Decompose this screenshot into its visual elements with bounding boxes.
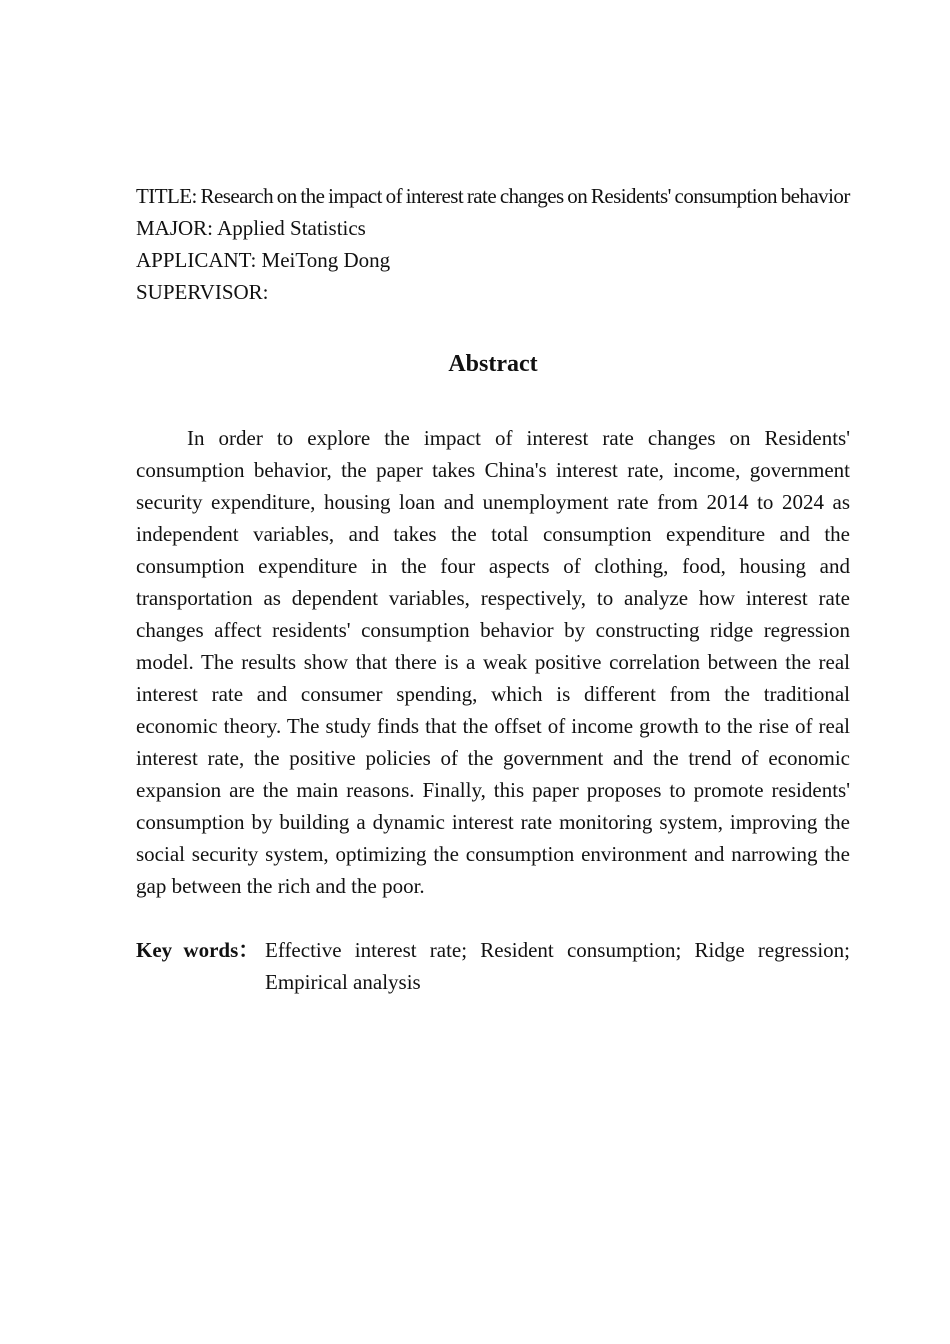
- thesis-metadata: [136, 180, 850, 308]
- abstract-heading: Abstract: [448, 351, 538, 377]
- keywords-label: Key words：: [136, 938, 260, 962]
- thesis-applicant: APPLICANT: MeiTong Dong: [136, 248, 391, 272]
- keywords-section: [136, 934, 850, 998]
- document-page: [136, 180, 850, 998]
- thesis-title: TITLE: Research on the impact of interest rate changes on Residents' consumption behavior: [136, 184, 850, 208]
- abstract-body: In order to explore the impact of interest rate changes on Residents' consumption behavior, the paper takes China's interest rate, income, government security expenditure, housing loan and unemployment rate from 2014 to 2024 as independent variables, and takes the total consumption expenditure and the consumption expenditure in the four aspects of clothing, food, housing and transportation as dependent variables, respectively, to analyze how interest rate changes affect residents' consumption behavior by constructing ridge regression model. The results show that there is a weak positive correlation between the real interest rate and consumer spending, which is different from the traditional economic theory. The study finds that the offset of income growth to the rise of real interest rate, the positive policies of the government and the trend of economic expansion are the main reasons. Finally, this paper proposes to promote residents' consumption by building a dynamic interest rate monitoring system, improving the social security system, optimizing the consumption environment and narrowing the gap between the rich and the poor.: [136, 426, 850, 898]
- keywords-value: Effective interest rate; Resident consumption; Ridge regression; Empirical analysis: [265, 938, 850, 994]
- thesis-supervisor: SUPERVISOR:: [136, 280, 269, 304]
- thesis-major: MAJOR: Applied Statistics: [136, 216, 366, 240]
